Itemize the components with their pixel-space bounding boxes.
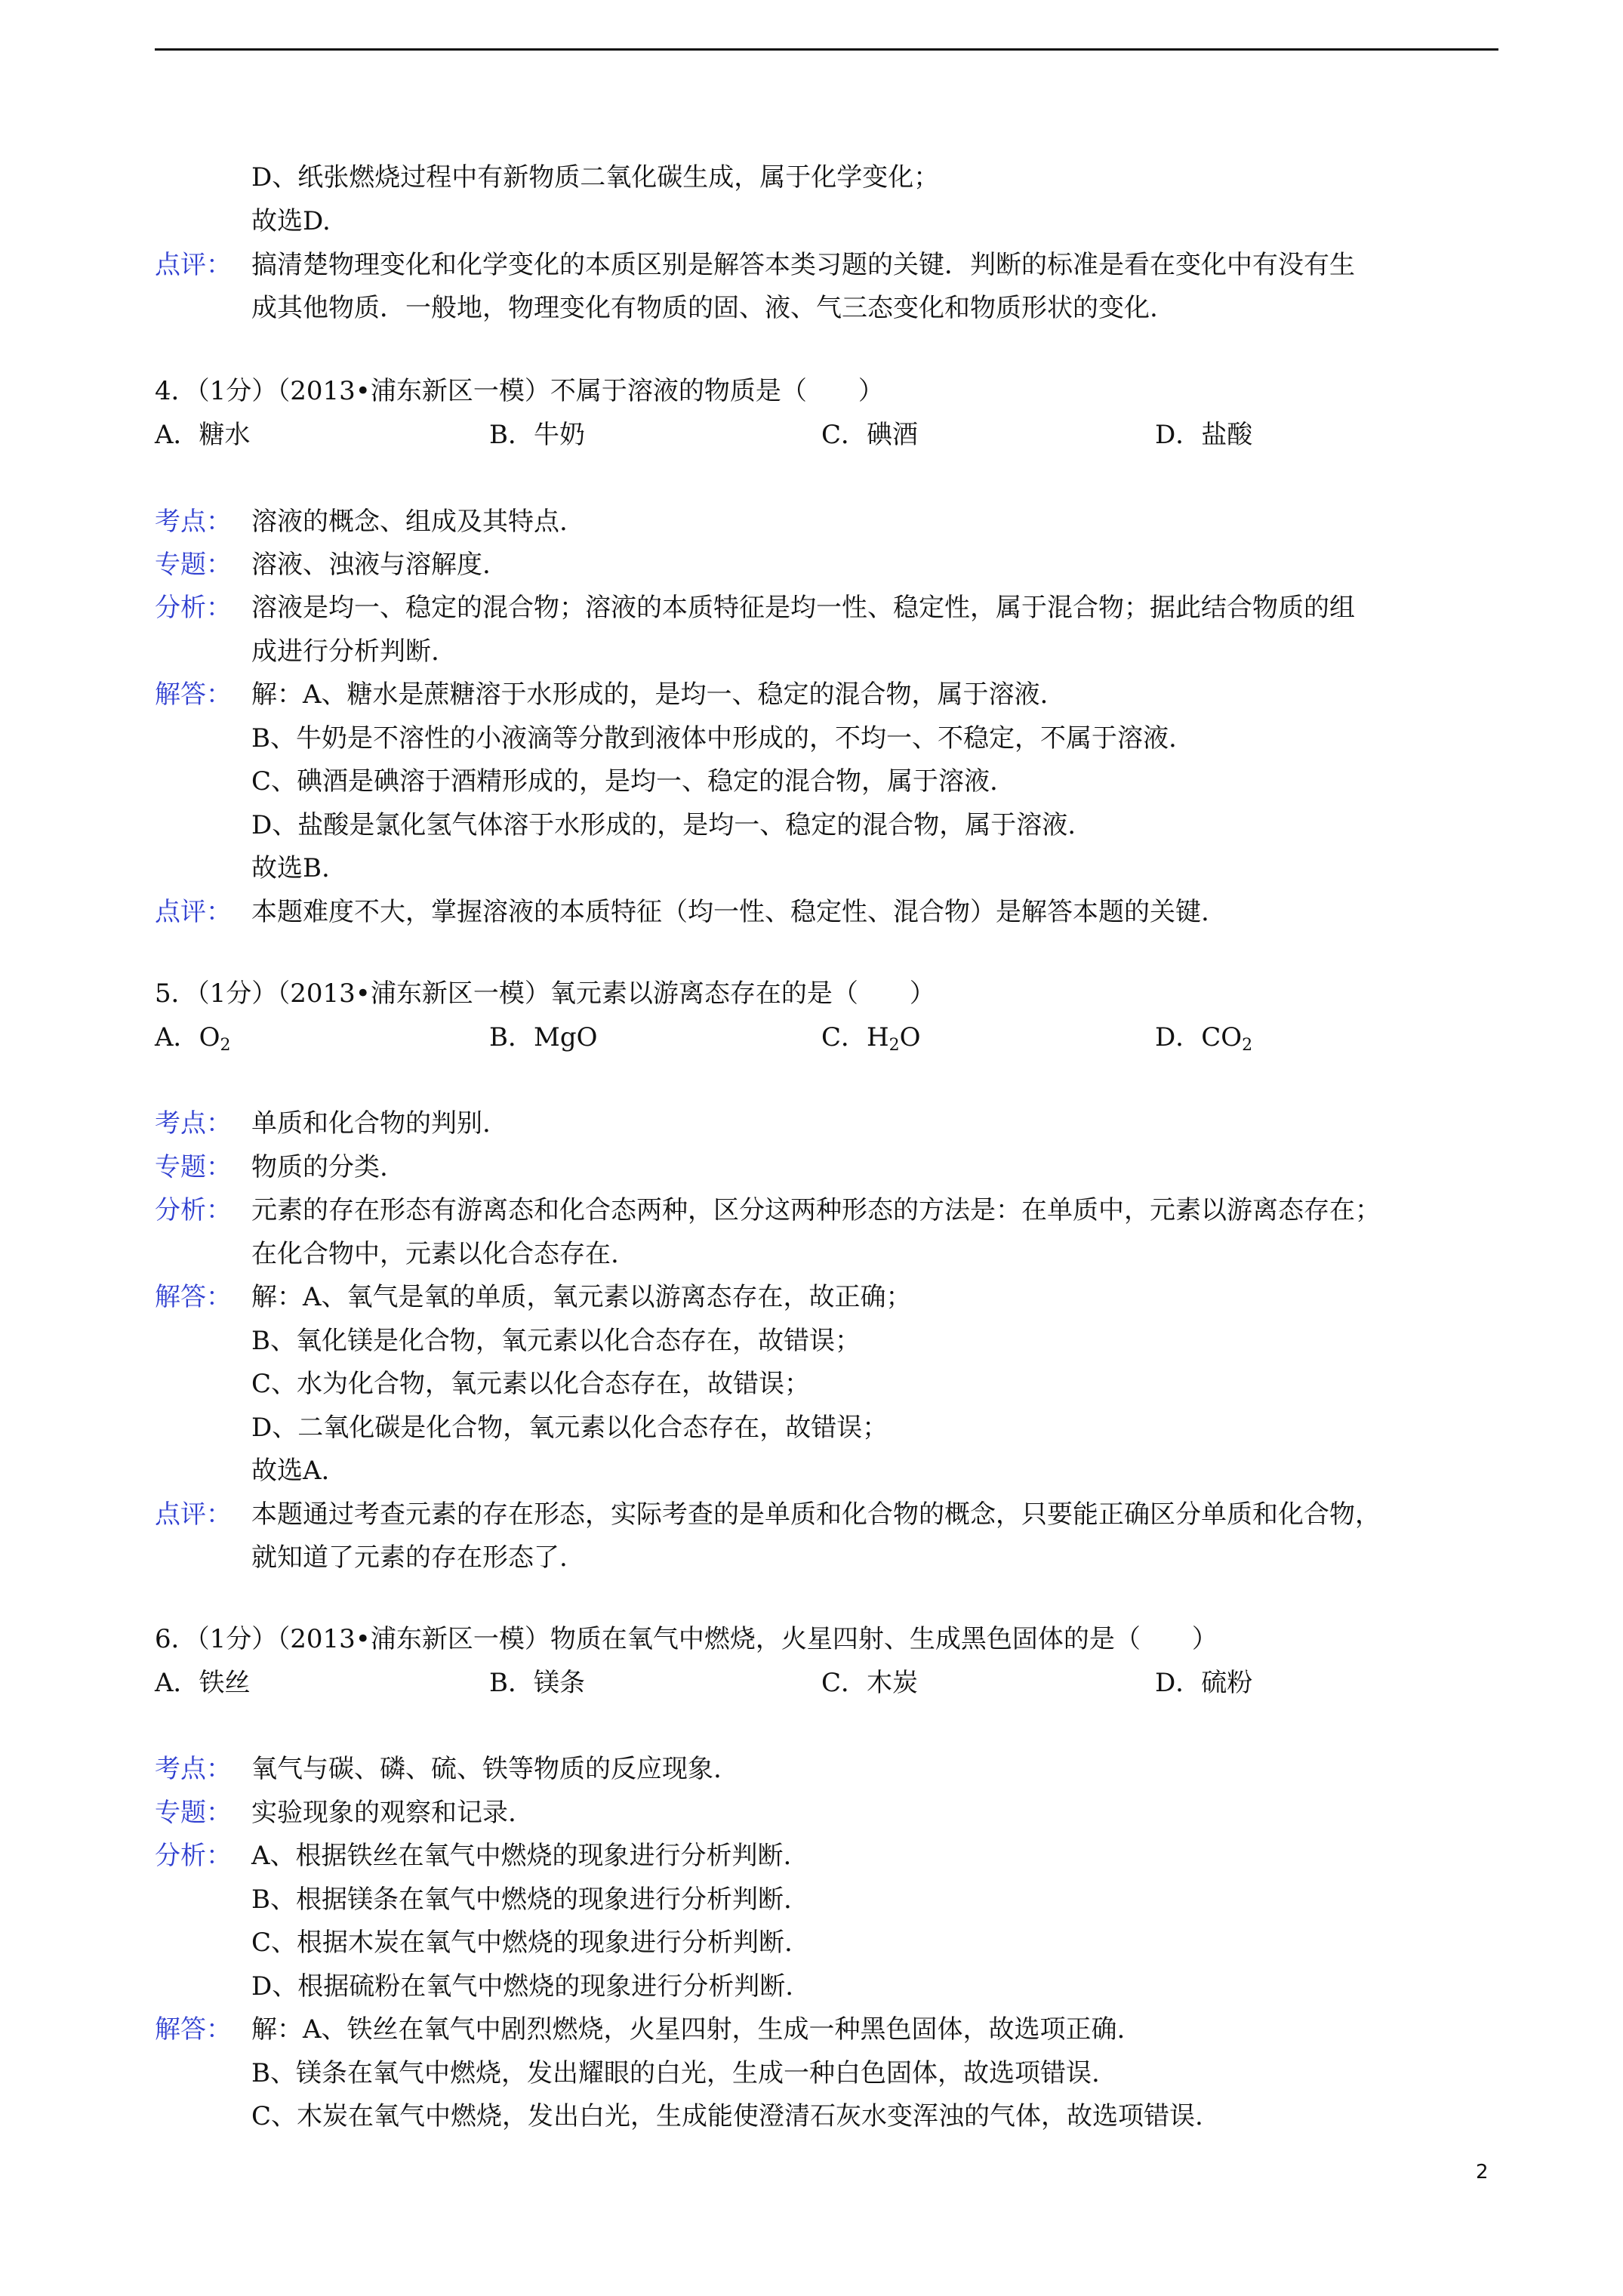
q4-fenxi-line: 溶液是均一、稳定的混合物；溶液的本质特征是均一性、稳定性，属于混合物；据此结合物质的组 <box>251 593 1355 623</box>
q5-jieda-line: B、氧化镁是化合物，氧元素以化合态存在，故错误； <box>251 1326 861 1356</box>
q4-dianping-line: 本题难度不大，掌握溶液的本质特征（均一性、稳定性、混合物）是解答本题的关键. <box>251 897 1209 927</box>
q6-option-d: D．硫粉 <box>1155 1668 1253 1698</box>
label-zhuanti: 专题： <box>155 1152 232 1182</box>
q4-stem: 4．（1分）（2013•浦东新区一模）不属于溶液的物质是（ ） <box>155 376 884 406</box>
q5-jieda-line: D、二氧化碳是化合物，氧元素以化合态存在，故错误； <box>251 1413 888 1443</box>
q5-dianping-line: 就知道了元素的存在形态了. <box>251 1542 568 1573</box>
label-jieda: 解答： <box>155 1282 232 1312</box>
q4-option-a: A．糖水 <box>155 420 251 450</box>
q4-jieda-line: B、牛奶是不溶性的小液滴等分散到液体中形成的，不均一、不稳定，不属于溶液. <box>251 723 1177 754</box>
q4-option-b: B．牛奶 <box>489 420 585 450</box>
q5-stem: 5．（1分）（2013•浦东新区一模）氧元素以游离态存在的是（ ） <box>155 978 935 1009</box>
label-zhuanti: 专题： <box>155 550 232 580</box>
label-kaodian: 考点： <box>155 507 232 537</box>
q6-jieda-line: C、木炭在氧气中燃烧，发出白光，生成能使澄清石灰水变浑浊的气体，故选项错误. <box>251 2101 1203 2131</box>
q5-zhuanti: 物质的分类. <box>251 1152 388 1182</box>
header-rule <box>155 48 1498 51</box>
q5-option-a: A．$O_2$ <box>155 1022 231 1055</box>
q6-zhuanti: 实验现象的观察和记录. <box>251 1798 516 1828</box>
q6-kaodian: 氧气与碳、磷、硫、铁等物质的反应现象. <box>251 1754 722 1784</box>
q6-option-b: B．镁条 <box>489 1668 585 1698</box>
q5-option-d: D．$CO_2$ <box>1155 1022 1253 1055</box>
q6-fenxi-line: B、根据镁条在氧气中燃烧的现象进行分析判断. <box>251 1885 792 1915</box>
prev-review-line: 成其他物质．一般地，物理变化有物质的固、液、气三态变化和物质形状的变化. <box>251 293 1158 323</box>
label-dianping: 点评： <box>155 250 232 280</box>
label-fenxi: 分析： <box>155 1841 232 1871</box>
label-fenxi: 分析： <box>155 593 232 623</box>
q5-dianping-line: 本题通过考查元素的存在形态，实际考查的是单质和化合物的概念，只要能正确区分单质和化合物， <box>251 1499 1381 1530</box>
q6-jieda-line: 解：A、铁丝在氧气中剧烈燃烧，火星四射，生成一种黑色固体，故选项正确. <box>251 2014 1126 2045</box>
label-zhuanti: 专题： <box>155 1798 232 1828</box>
q6-option-a: A．铁丝 <box>155 1668 251 1698</box>
q4-zhuanti: 溶液、浊液与溶解度. <box>251 550 491 580</box>
label-kaodian: 考点： <box>155 1108 232 1139</box>
label-fenxi: 分析： <box>155 1195 232 1225</box>
q5-jieda-line: 解：A、氧气是氧的单质，氧元素以游离态存在，故正确； <box>251 1282 912 1312</box>
q4-option-c: C．碘酒 <box>821 420 919 450</box>
q4-option-d: D．盐酸 <box>1155 420 1253 450</box>
q5-option-b: B．MgO <box>489 1022 598 1052</box>
q5-jieda-line: C、水为化合物，氧元素以化合态存在，故错误； <box>251 1369 811 1399</box>
label-kaodian: 考点： <box>155 1754 232 1784</box>
q6-stem: 6．（1分）（2013•浦东新区一模）物质在氧气中燃烧，火星四射、生成黑色固体的是（ ） <box>155 1624 1218 1654</box>
q4-jieda-line: D、盐酸是氯化氢气体溶于水形成的，是均一、稳定的混合物，属于溶液. <box>251 810 1076 840</box>
q4-jieda-line: 解：A、糖水是蔗糖溶于水形成的，是均一、稳定的混合物，属于溶液. <box>251 680 1049 710</box>
q5-jieda-line: 故选A. <box>251 1456 330 1486</box>
label-dianping: 点评： <box>155 897 232 927</box>
label-dianping: 点评： <box>155 1499 232 1530</box>
q6-fenxi-line: D、根据硫粉在氧气中燃烧的现象进行分析判断. <box>251 1971 794 2002</box>
q4-kaodian: 溶液的概念、组成及其特点. <box>251 507 568 537</box>
prev-answer-line: 故选D. <box>251 206 331 236</box>
q6-fenxi-line: C、根据木炭在氧气中燃烧的现象进行分析判断. <box>251 1928 793 1958</box>
q6-option-c: C．木炭 <box>821 1668 919 1698</box>
q5-fenxi-line: 元素的存在形态有游离态和化合态两种，区分这两种形态的方法是：在单质中，元素以游离态存在； <box>251 1195 1381 1225</box>
label-jieda: 解答： <box>155 680 232 710</box>
q5-option-c: C．$H_2O$ <box>821 1022 921 1055</box>
q6-jieda-line: B、镁条在氧气中燃烧，发出耀眼的白光，生成一种白色固体，故选项错误. <box>251 2058 1100 2088</box>
q5-fenxi-line: 在化合物中，元素以化合态存在. <box>251 1239 619 1269</box>
prev-review-line: 搞清楚物理变化和化学变化的本质区别是解答本类习题的关键．判断的标准是看在变化中有没有生 <box>251 250 1355 280</box>
prev-answer-line: D、纸张燃烧过程中有新物质二氧化碳生成，属于化学变化； <box>251 162 940 193</box>
q5-kaodian: 单质和化合物的判别. <box>251 1108 491 1139</box>
q4-fenxi-line: 成进行分析判断. <box>251 636 439 667</box>
q4-jieda-line: 故选B. <box>251 853 330 883</box>
q4-jieda-line: C、碘酒是碘溶于酒精形成的，是均一、稳定的混合物，属于溶液. <box>251 766 998 797</box>
label-jieda: 解答： <box>155 2014 232 2045</box>
page-number: 2 <box>1476 2161 1489 2184</box>
q6-fenxi-line: A、根据铁丝在氧气中燃烧的现象进行分析判断. <box>251 1841 792 1871</box>
